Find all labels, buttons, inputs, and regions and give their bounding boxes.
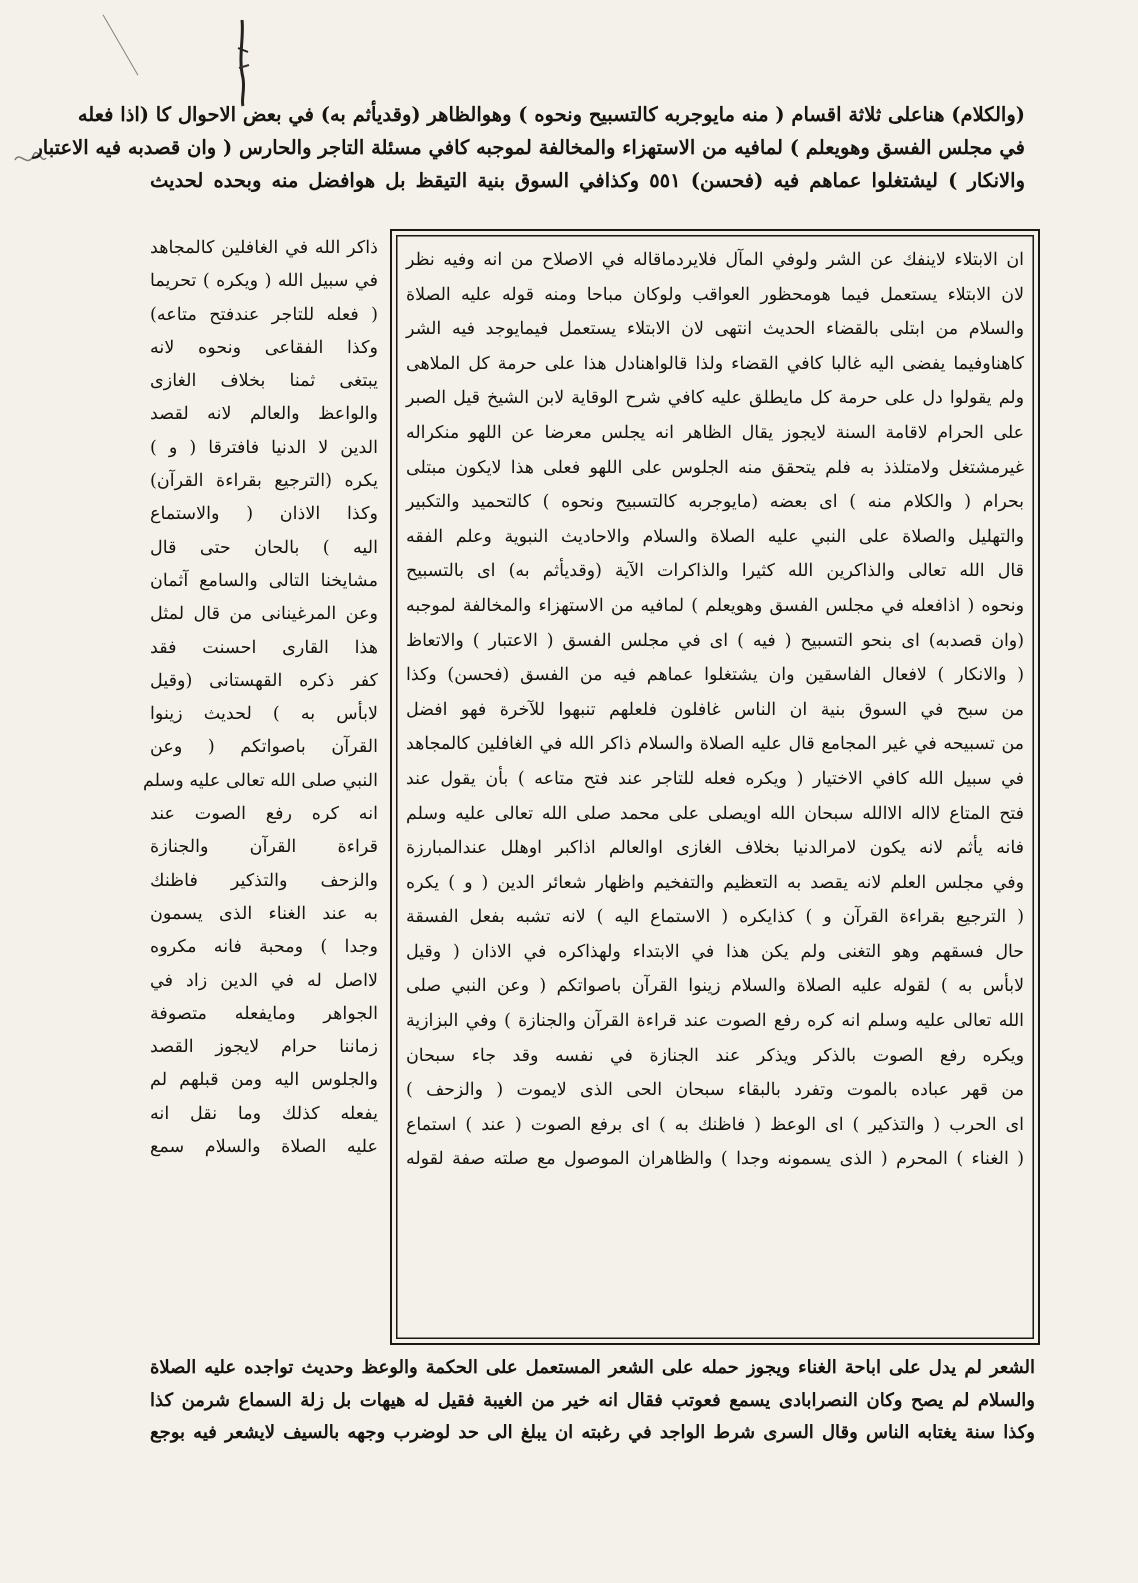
- commentary-line: ويكره رفع الصوت بالذكر ويذكر عند الجنازة في نفسه وقد جاء سبحان: [406, 1045, 1024, 1066]
- commentary-line: في سبيل الله كافي الاختيار ( ويكره فعله للتاجر عند فتح متاعه ) بأن يقول عند: [406, 768, 1024, 789]
- commentary-line: (وان قصدبه) اى بنحو التسبيح ( فيه ) اى في مجلس الفسق ( الاعتبار ) والاتعاظ: [406, 630, 1024, 651]
- side-line: النبي صلى الله تعالى عليه وسلم: [142, 770, 378, 791]
- bottom-text-line: والسلام لم يصح وكان النصرابادى يسمع فعوتب فقال انه خير من الغيبة فقيل له هيهات بل زلة السماع شرمن كذا: [150, 1389, 1035, 1411]
- side-line: يبتغى ثمنا بخلاف الغازى: [150, 371, 378, 392]
- commentary-text: [406, 243, 1024, 1177]
- commentary-line: من قهر عباده بالموت وتفرد بالبقاء سبحان الحى الذى لايموت ( والزحف ): [406, 1080, 1024, 1101]
- side-line: الجواهر ومايفعله متصوفة: [150, 1003, 378, 1024]
- commentary-line: ( والانكار ) لافعال الفاسقين وان يشتغلوا عماهم فيه من الفسق (فحسن) وكذا: [406, 665, 1024, 686]
- side-line: يكره (الترجيع بقراءة القرآن): [150, 471, 378, 492]
- bottom-text-block: [150, 1352, 1035, 1450]
- commentary-line: كاهناوفيما يفضى اليه غالبا كافي القضاء ولذا قالواهنادل هذا على حرمة كل الملاهى: [406, 353, 1024, 374]
- commentary-line: ونحوه ( اذافعله في مجلس الفسق وهويعلم ) لمافيه من الاستهزاء والمخالفة لموجبه: [406, 595, 1024, 616]
- commentary-line: فانه يأثم لانه يكون لامرالدنيا بخلاف الغازى اوالعالم اذاكبر اوهلل عندالمبارزة: [406, 838, 1024, 859]
- commentary-line: من تسبيحه في غير المجامع قال عليه الصلاة والسلام ذاكر الله في الغافلين كالمجاهد: [406, 734, 1024, 755]
- commentary-line: ولم يقولوا دل على حرمة كل مايطلق عليه كافي شرح الوقاية لابن الشيخ قيل الصبر: [406, 388, 1024, 409]
- commentary-line: بحرام ( والكلام منه ) اى بعضه (مايوجربه كالتسبيح ونحوه ) كالتحميد والتكبير: [406, 492, 1024, 513]
- side-line: وكذا الفقاعى ونحوه لانه: [150, 337, 378, 358]
- commentary-line: اى الحرب ( والتذكير ) اى الوعظ ( فاظنك به ) اى برفع الصوت ( عند ) استماع: [406, 1114, 1024, 1135]
- side-line: هذا القارى احسنت فقد: [150, 637, 378, 658]
- side-line: وكذا الاذان ( والاستماع: [150, 504, 378, 525]
- side-line: لااصل له في الدين زاد في: [150, 970, 378, 991]
- side-line: يفعله كذلك وما نقل انه: [150, 1103, 378, 1124]
- commentary-line: والتهليل والصلاة على النبي عليه الصلاة والسلام والاحاديث النبوية وعلم الفقه: [406, 526, 1024, 547]
- ink-smudge-mark: [228, 18, 258, 108]
- side-line: والواعظ والعالم لانه لقصد: [150, 404, 378, 425]
- bottom-text-line: وكذا سنة يغتابه الناس وقال السرى شرط الواجد في رغبته ان يبلغ الى حد لوضرب وجهه بالسيف لايشعر فيه بوجع: [150, 1422, 1035, 1443]
- commentary-line: قال الله تعالى والذاكرين الله كثيرا والذاكرات الآية (وقديأثم به) اى بالتسبيح: [406, 561, 1024, 582]
- commentary-frame: [390, 229, 1040, 1345]
- side-line: في سبيل الله ( ويكره ) تحريما: [150, 271, 378, 292]
- commentary-line: على الحرام لاقامة السنة لايجوز يقال الظاهر انه يجلس معرضا عن اللهو منكراله: [406, 422, 1024, 443]
- top-text-line: في مجلس الفسق وهويعلم ) لمافيه من الاستهزاء والمخالفة لموجبه كافي مسئلة التاجر والحارس ( وان قصدبه فيه الاعتبار: [33, 136, 1025, 159]
- top-text-block: [33, 98, 1025, 197]
- commentary-line: ان الابتلاء لاينفك عن الشر ولوفي المآل فلايردماقاله في الاصلاح من انه وفيه نظر: [406, 250, 1024, 270]
- side-line: قراءة القرآن والجنازة: [150, 837, 378, 858]
- commentary-line: لابأس به ) لقوله عليه الصلاة والسلام زينوا القرآن باصواتكم ( وعن النبي صلى: [406, 976, 1024, 997]
- commentary-line: ( الترجيع بقراءة القرآن و ) كذايكره ( الاستماع اليه ) لانه تشبه بفعل الفسقة: [406, 907, 1024, 928]
- commentary-line: ( الغناء ) المحرم ( الذى يسمونه وجدا ) والظاهران الموصول مع صلته صفة لقوله: [406, 1149, 1024, 1170]
- commentary-line: الله تعالى عليه وسلم انه كره رفع الصوت عند قراءة القرآن والجنازة ) وفي البزازية: [406, 1011, 1024, 1032]
- top-text-line: (والكلام) هناعلى ثلاثة اقسام ( منه مايوجربه كالتسبيح ونحوه ) وهوالظاهر (وقديأثم به) في بعض الاحوال كا (اذا فعله: [77, 103, 1025, 126]
- side-line: كفر ذكره القهستانى (وقيل: [150, 670, 378, 691]
- side-line: الدين لا الدنيا فافترقا ( و ): [150, 437, 378, 458]
- commentary-line: والسلام من ابتلى بالقضاء الحديث انتهى لان الابتلاء يستعمل فيمايوجد فيه الشر: [406, 319, 1024, 340]
- commentary-line: وفي مجلس العلم لانه يقصد به التعظيم والتفخيم واظهار شعائر الدين ( و ) يكره: [406, 872, 1024, 893]
- side-line: زماننا حرام لايجوز القصد: [150, 1037, 378, 1058]
- side-line: عليه الصلاة والسلام سمع: [150, 1137, 378, 1158]
- commentary-line: فتح المتاع لااله الاالله سبحان الله اويصلى على محمد صلى الله تعالى عليه وسلم: [406, 803, 1024, 824]
- side-column-text: [142, 232, 378, 1164]
- side-line: والجلوس اليه ومن قبلهم لم: [150, 1070, 378, 1091]
- side-line: مشايخنا التالى والسامع آثمان: [150, 570, 378, 591]
- side-line: به عند الغناء الذى يسمون: [150, 903, 378, 924]
- side-line: لابأس به ) لحديث زينوا: [150, 704, 378, 725]
- side-line: وجدا ) ومحبة فانه مكروه: [150, 937, 378, 958]
- top-text-line: والانكار ) ليشتغلوا عماهم فيه (فحسن) ٥٥١ وكذافي السوق بنية التيقظ بل هوافضل منه وبحده لحديث: [150, 169, 1025, 192]
- commentary-line: حال فسقهم وهو التغنى ولم يكن هذا في الابتداء ولهذاكره في الاذان ( وقيل: [406, 941, 1024, 962]
- side-line: والزحف والتذكير فاظنك: [150, 870, 378, 891]
- page-fold-line: [103, 14, 139, 75]
- commentary-line: لان الابتلاء يستعمل فيما هومحظور العواقب ولوكان مباحا ومنه قوله عليه الصلاة: [406, 284, 1024, 305]
- side-line: وعن المرغينانى من قال لمثل: [150, 604, 378, 625]
- side-line: القرآن باصواتكم ( وعن: [150, 737, 378, 758]
- side-line: ذاكر الله في الغافلين كالمجاهد: [150, 238, 378, 258]
- bottom-text-line: الشعر لم يدل على اباحة الغناء ويجوز حمله على الشعر المستعمل على الحكمة والوعظ وحديث تواجده عليه الصلاة: [150, 1357, 1035, 1378]
- commentary-line: غيرمشتغل ولامتلذذ به فلم يتحقق منه الجلوس على اللهو فعلى هذا لايكون مبتلى: [406, 457, 1024, 478]
- commentary-line: من سبح في السوق بنية ان الناس غافلون فلعلهم تنبهوا للآخرة فهو افضل: [406, 699, 1024, 720]
- side-line: انه كره رفع الصوت عند: [150, 804, 378, 825]
- side-line: ( فعله للتاجر عندفتح متاعه): [150, 304, 378, 325]
- side-line: اليه ) بالحان حتى قال: [150, 537, 378, 558]
